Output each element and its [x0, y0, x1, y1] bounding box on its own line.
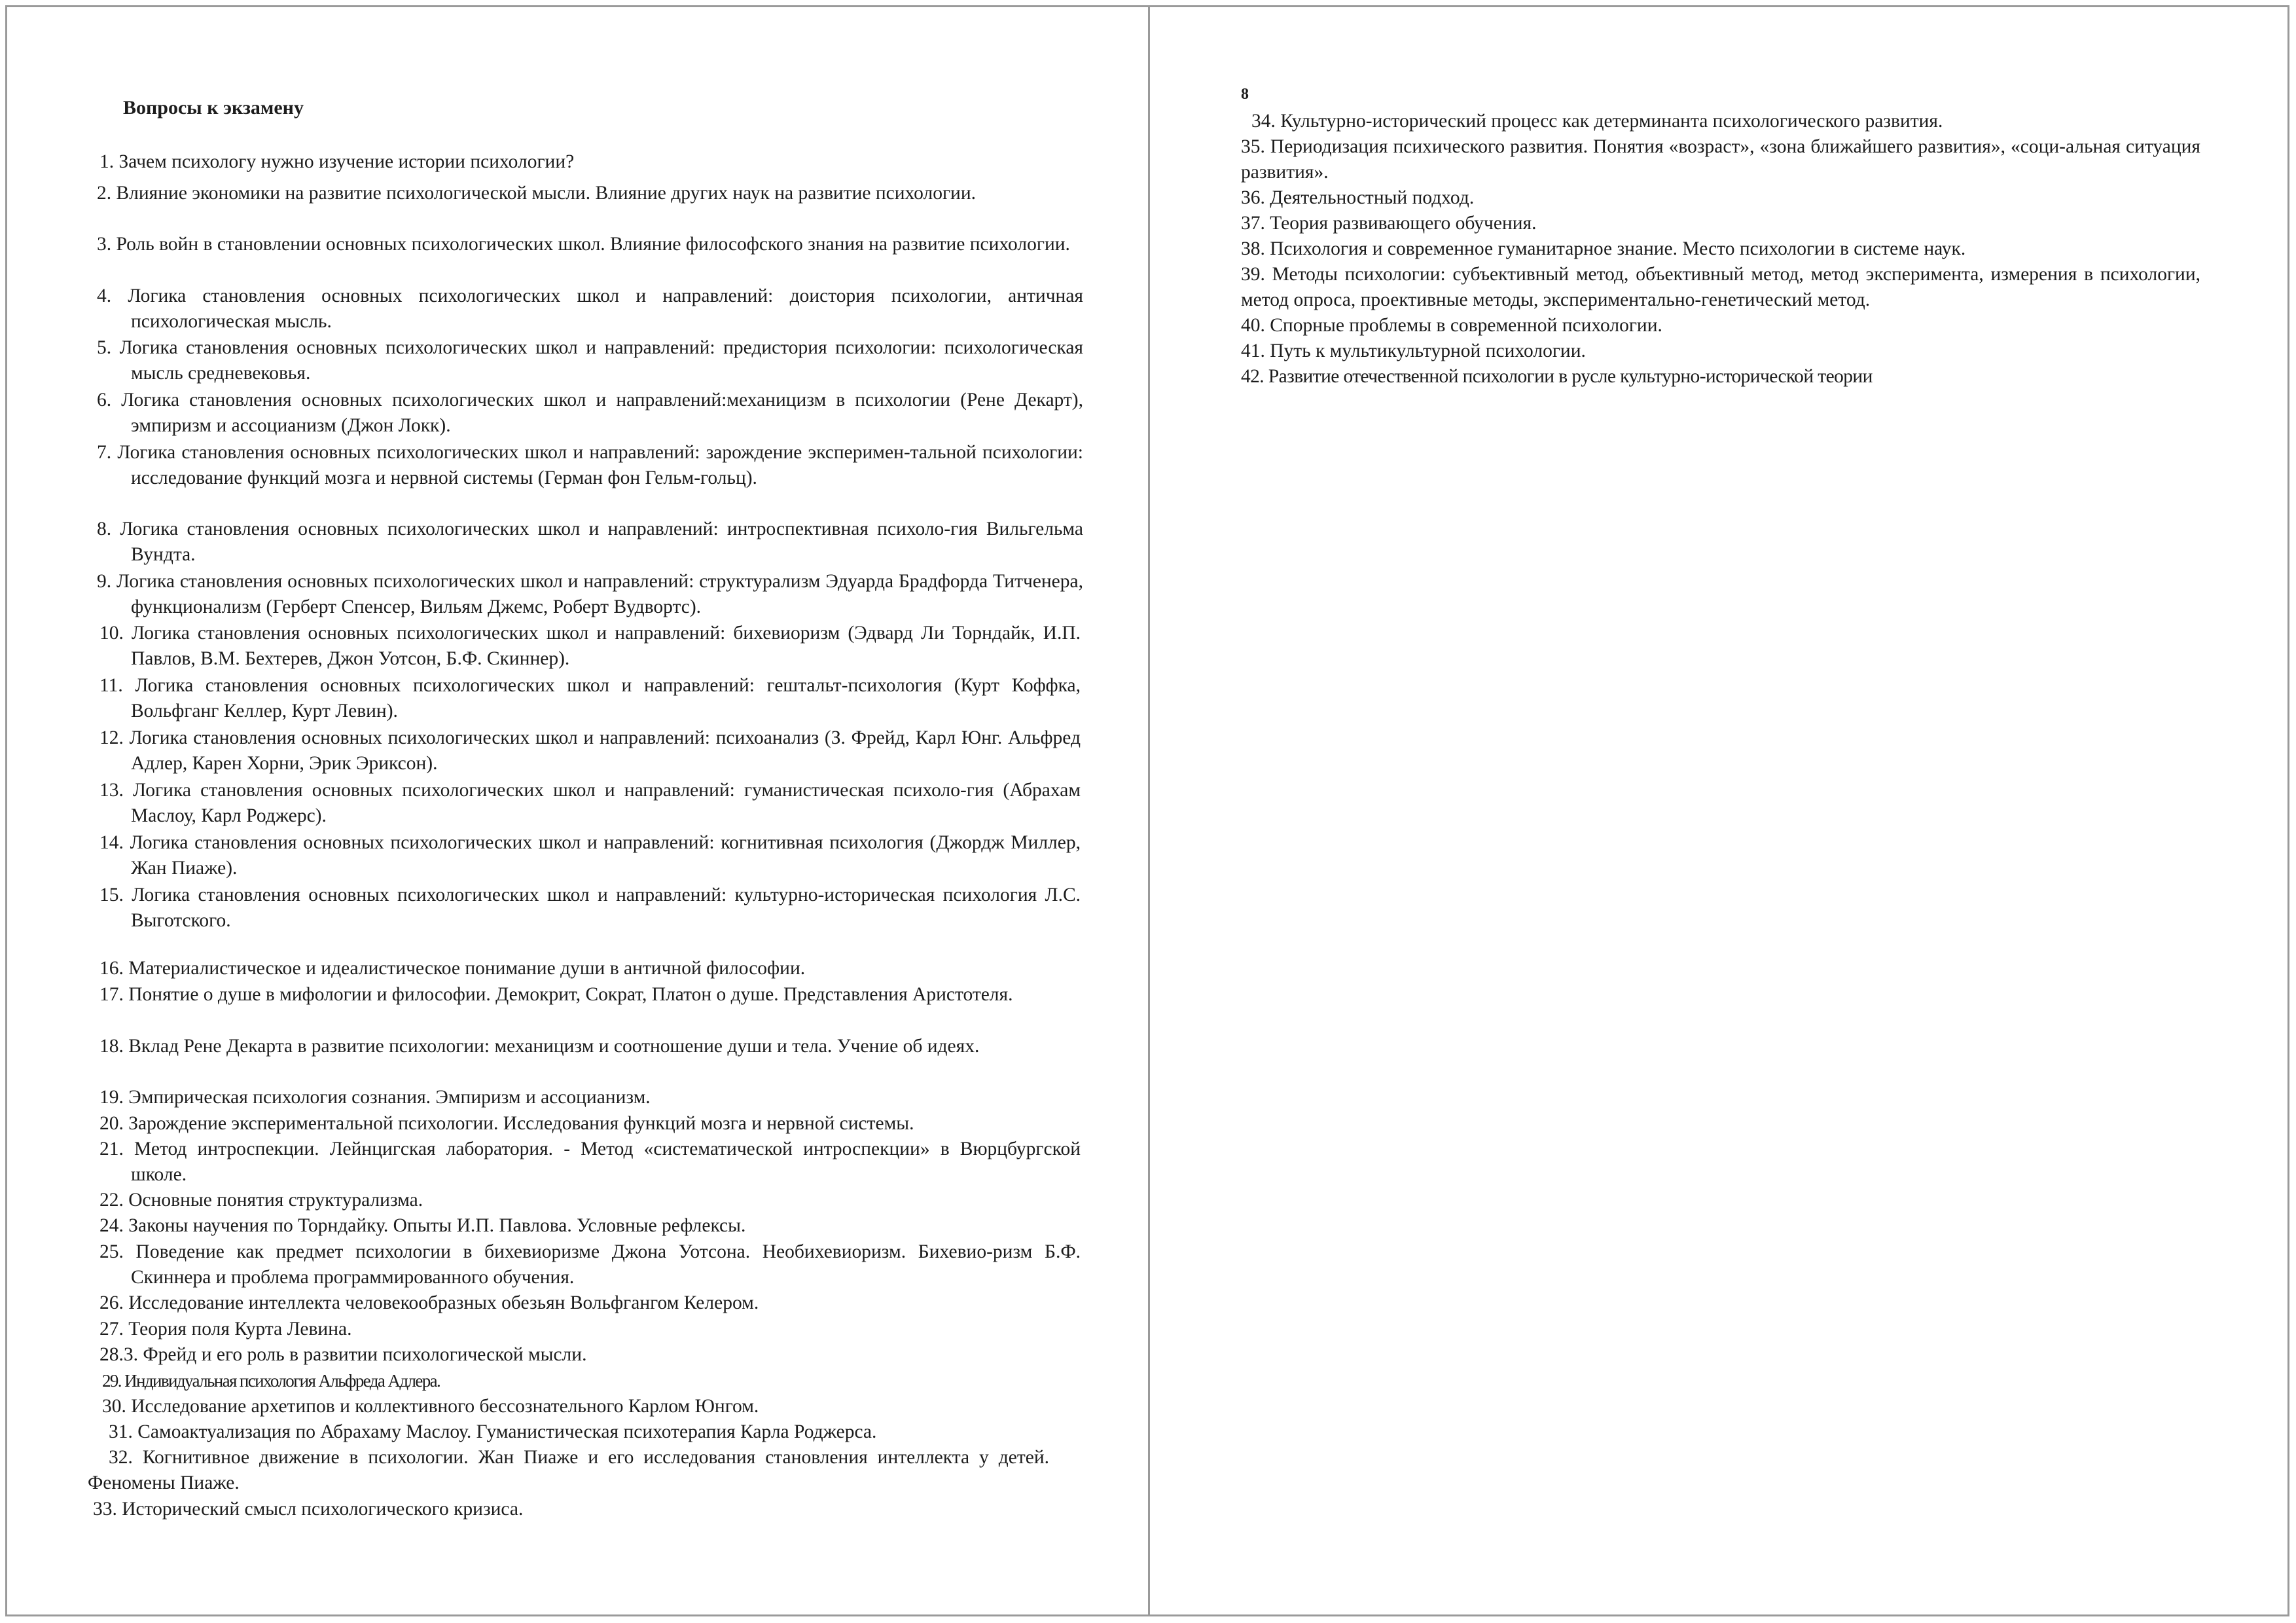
question-item: 6. Логика становления основных психологических школ и направлений:механицизм в психологии (Рене Декарт), эмпиризм и ассоцианизм (Джон Локк). — [97, 390, 1083, 436]
question-item: 42. Развитие отечественной психологии в русле культурно-исторической теории — [1241, 366, 1873, 387]
question-item: 25. Поведение как предмет психологии в бихевиоризме Джона Уотсона. Необихевиоризм. Бихевио-ризм Б.Ф. Скиннера и проблема программированного обучения. — [99, 1241, 1081, 1288]
question-item: 33. Исторический смысл психологического кризиса. — [93, 1499, 524, 1520]
question-item: 37. Теория развивающего обучения. — [1241, 213, 1537, 234]
question-item: 26. Исследование интеллекта человекообразных обезьян Вольфгангом Келером. — [99, 1292, 759, 1313]
question-item: 21. Метод интроспекции. Лейнцигская лаборатория. - Метод «систематической интроспекции» в Вюрцбургской школе. — [99, 1139, 1081, 1185]
question-item: 17. Понятие о душе в мифологии и философии. Демокрит, Сократ, Платон о душе. Представления Аристотеля. — [99, 984, 1013, 1005]
question-item: 3. Роль войн в становлении основных психологических школ. Влияние философского знания на развитие психологии. — [97, 234, 1070, 255]
question-item: 15. Логика становления основных психологических школ и направлений: культурно-историческая психология Л.С. Выготского. — [99, 884, 1081, 931]
question-item: 11. Логика становления основных психологических школ и направлений: гештальт-психология (Курт Коффка, Вольфганг Келлер, Курт Левин). — [99, 675, 1081, 721]
question-item: 20. Зарождение экспериментальной психологии. Исследования функций мозга и нервной системы. — [99, 1113, 914, 1134]
question-item: 36. Деятельностный подход. — [1241, 187, 1475, 208]
question-item: 10. Логика становления основных психологических школ и направлений: бихевиоризм (Эдвард Ли Торндайк, И.П. Павлов, В.М. Бехтерев, Джон Уотсон, Б.Ф. Скиннер). — [99, 623, 1081, 669]
question-item: 32. Когнитивное движение в психологии. Жан Пиаже и его исследования становления интеллекта у детей. Феномены Пиаже. — [88, 1447, 1049, 1493]
question-item: 24. Законы научения по Торндайку. Опыты И.П. Павлова. Условные рефлексы. — [99, 1215, 746, 1236]
question-item: 9. Логика становления основных психологических школ и направлений: структурализм Эдуарда Брадфорда Титченера, функционализм (Герберт Спенсер, Вильям Джемс, Роберт Вудвортс). — [97, 571, 1083, 617]
question-item: 38. Психология и современное гуманитарное знание. Место психологии в системе наук. — [1241, 238, 1966, 259]
question-item: 35. Периодизация психического развития. Понятия «возраст», «зона ближайшего развития», «соци-альная ситуация развития». — [1241, 136, 2200, 183]
question-item: 14. Логика становления основных психологических школ и направлений: когнитивная психология (Джордж Миллер, Жан Пиаже). — [99, 832, 1081, 879]
question-item: 28.3. Фрейд и его роль в развитии психологической мысли. — [99, 1344, 587, 1365]
page-divider — [1148, 5, 1150, 1616]
question-item: 7. Логика становления основных психологических школ и направлений: зарождение эксперимен-тальной психологии: исследование функций мозга и нервной системы (Герман фон Гельм-гольц). — [97, 442, 1083, 488]
question-item: 41. Путь к мультикультурной психологии. — [1241, 340, 1586, 361]
question-item: 31. Самоактуализация по Абрахаму Маслоу. Гуманистическая психотерапия Карла Роджерса. — [109, 1421, 877, 1442]
page-number: 8 — [1241, 86, 1249, 103]
question-item: 12. Логика становления основных психологических школ и направлений: психоанализ (З. Фрейд, Карл Юнг. Альфред Адлер, Карен Хорни, Эрик Эриксон). — [99, 727, 1081, 774]
question-item: 2. Влияние экономики на развитие психологической мысли. Влияние других наук на развитие психологии. — [97, 183, 976, 204]
question-item: 30. Исследование архетипов и коллективного бессознательного Карлом Юнгом. — [102, 1396, 759, 1417]
question-item: 8. Логика становления основных психологических школ и направлений: интроспективная психоло-гия Вильгельма Вундта. — [97, 519, 1083, 565]
question-item: 5. Логика становления основных психологических школ и направлений: предистория психологии: психологическая мысль средневековья. — [97, 337, 1083, 384]
question-item: 40. Спорные проблемы в современной психологии. — [1241, 315, 1662, 336]
question-item: 29. Индивидуальная психология Альфреда Адлера. — [102, 1371, 440, 1391]
question-item: 27. Теория поля Курта Левина. — [99, 1319, 352, 1340]
question-item: 16. Материалистическое и идеалистическое понимание души в античной философии. — [99, 958, 806, 979]
question-item: 39. Методы психологии: субъективный метод, объективный метод, метод эксперимента, измерения в психологии, метод опроса, проективные методы, экспериментально-генетический метод. — [1241, 264, 2200, 310]
question-item: 13. Логика становления основных психологических школ и направлений: гуманистическая психоло-гия (Абрахам Маслоу, Карл Роджерс). — [99, 780, 1081, 826]
question-item: 34. Культурно-исторический процесс как детерминанта психологического развития. — [1251, 111, 1943, 132]
question-item: 19. Эмпирическая психология сознания. Эмпиризм и ассоцианизм. — [99, 1087, 651, 1108]
question-item: 22. Основные понятия структурализма. — [99, 1190, 423, 1211]
question-item: 18. Вклад Рене Декарта в развитие психологии: механицизм и соотношение души и тела. Учение об идеях. — [99, 1036, 980, 1057]
question-item: 1. Зачем психологу нужно изучение истории психологии? — [99, 151, 575, 172]
question-item: 4. Логика становления основных психологических школ и направлений: доистория психологии, античная психологическая мысль. — [97, 285, 1083, 332]
page-title: Вопросы к экзамену — [123, 97, 304, 119]
